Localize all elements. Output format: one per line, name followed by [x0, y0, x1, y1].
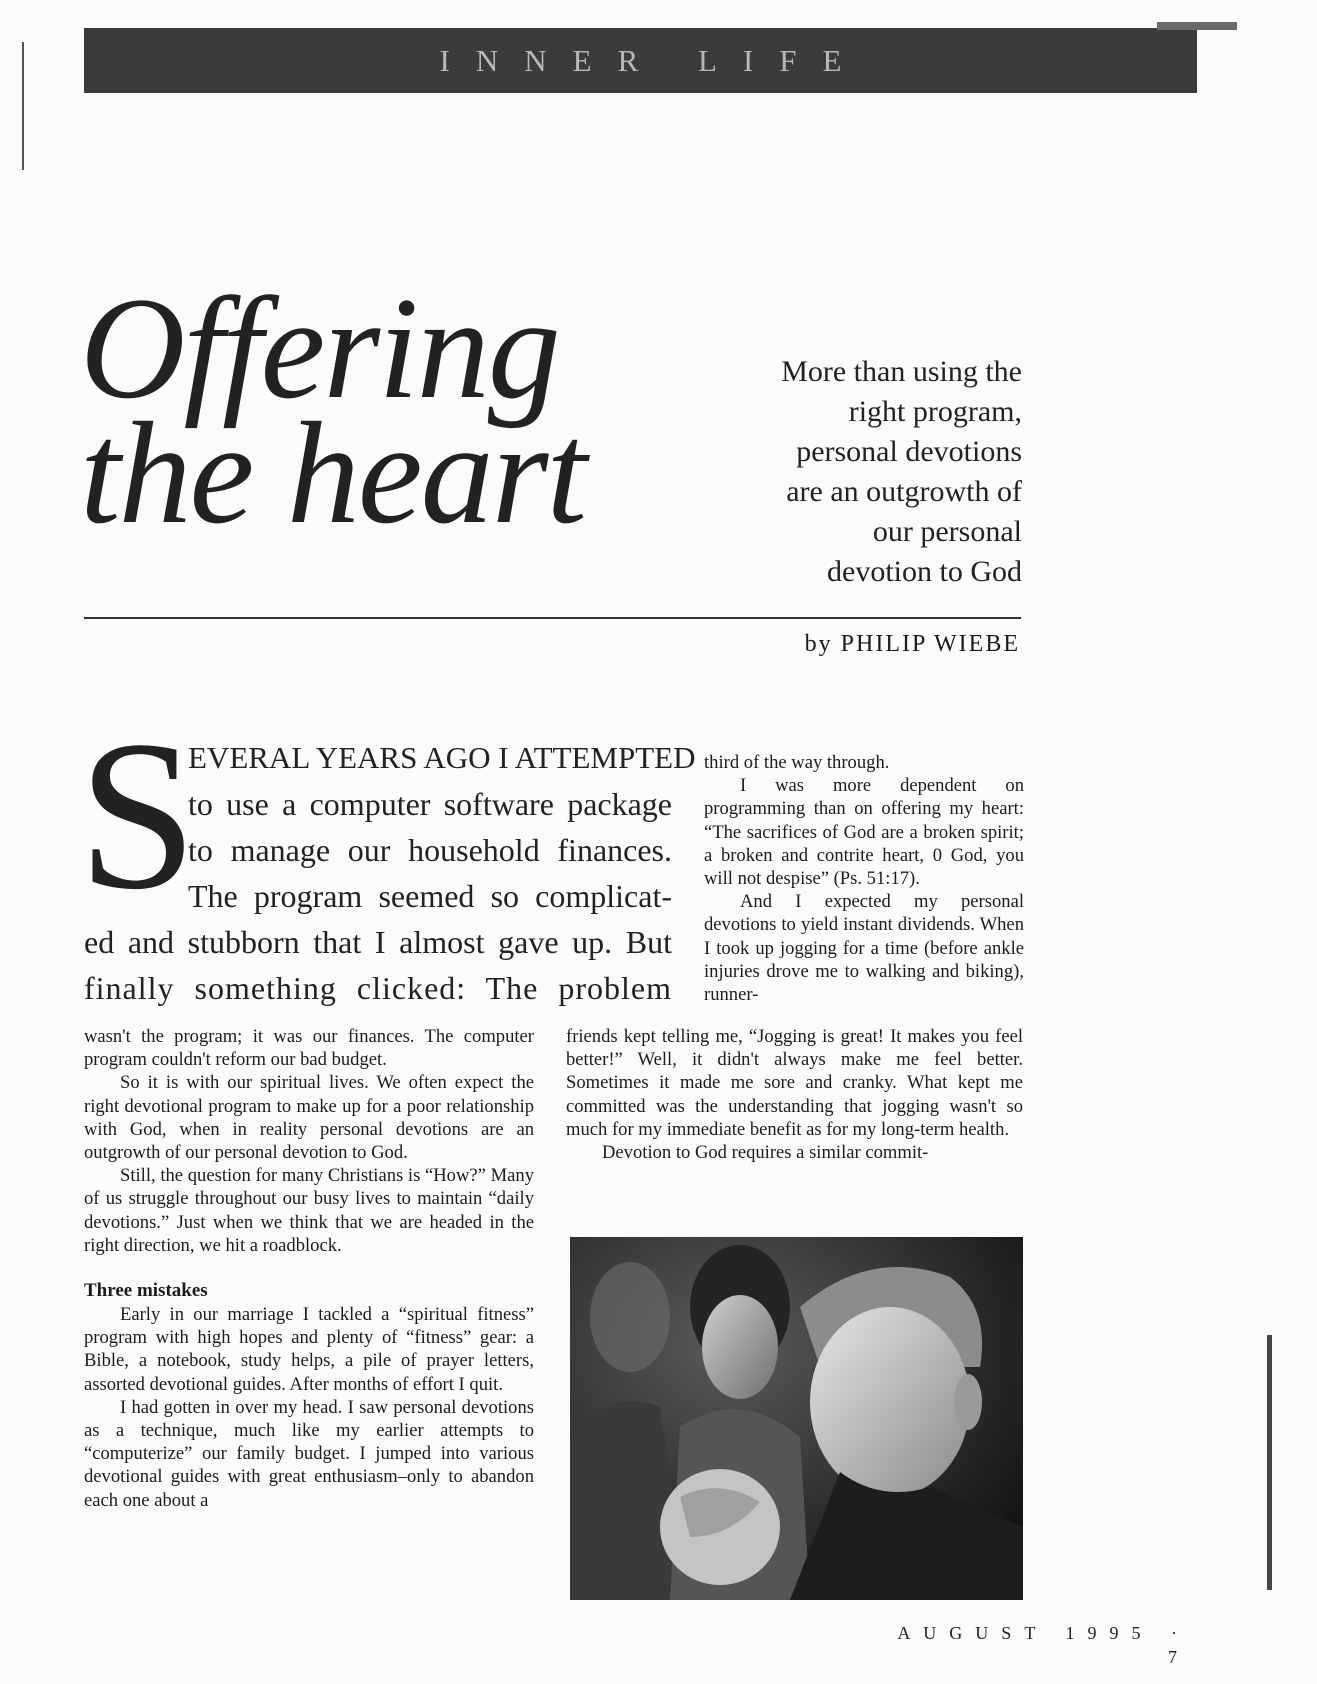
body-paragraph: Devotion to God requires a similar commit- [602, 1142, 929, 1164]
body-paragraph: So it is with our spiritual lives. We often expect the right devotional program to make up for a poor relationship with God, when in reality personal devotions are an outgrowth of our personal devotion to God. [84, 1072, 534, 1164]
body-paragraph: I had gotten in over my head. I saw personal devotions as a technique, much like my earlier attempts to “computerize” our family budget. I jumped into various devotional guides with great enthusiasm–only to abandon each one about a [84, 1396, 534, 1511]
body-paragraph: And I expected my personal devotions to yield instant dividends. When I took up jogging for a time (before ankle injuries drove me to walking and biking), runner- [704, 891, 1024, 1006]
page-edge-shadow [22, 42, 24, 170]
byline-divider [84, 617, 1021, 619]
right-column-bottom [566, 1025, 1023, 1164]
left-column [84, 1025, 534, 1512]
headline-line-1: Offering [80, 267, 559, 429]
page-edge-shadow-right [1267, 1335, 1272, 1590]
lead-line: to use a computer software package [188, 786, 672, 822]
issue-date: AUGUST 1995 [897, 1623, 1154, 1643]
lead-line: The program seemed so complicat- [188, 878, 672, 914]
body-paragraph: third of the way through. [704, 752, 890, 773]
drop-cap: S [78, 697, 198, 934]
deck-line: More than using the [781, 355, 1022, 388]
deck-line: are an outgrowth of [786, 475, 1022, 508]
deck-line: right program, [848, 395, 1022, 428]
deck-line: personal devotions [796, 435, 1022, 468]
body-paragraph: friends kept telling me, “Jogging is great! It makes you feel better!” Well, it didn't always make me feel better. Sometimes it made me sore and cranky. What kept me committed was the understanding that jogging wasn't so much for my immediate benefit as for my long-term health. [566, 1026, 1023, 1140]
lead-line: ed and stubborn that I almost gave up. But [84, 924, 672, 960]
right-column-top [704, 751, 1024, 1006]
body-paragraph: wasn't the program; it was our finances. The computer program couldn't reform our bad budget. [84, 1026, 534, 1071]
article-photo [570, 1237, 1023, 1600]
body-paragraph: Still, the question for many Christians is “How?” Many of us struggle throughout our busy lives to maintain “daily devotions.” Just when we think that we are headed in the right direction, we hit a roadblock. [84, 1165, 534, 1256]
deck-line: our personal [872, 515, 1022, 548]
page-number: 7 [1168, 1647, 1190, 1667]
body-paragraph: I was more dependent on programming than on offering my heart: “The sacrifices of God are a broken spirit; a broken and contrite heart, 0 God, you will not despise” (Ps. 51:17). [704, 775, 1024, 890]
deck-line: devotion to God [827, 555, 1022, 588]
section-kicker: INNER LIFE [439, 42, 868, 78]
page-footer [860, 1621, 1190, 1669]
headline-line-2: the heart [80, 392, 586, 554]
section-header-bar [84, 28, 1197, 93]
lead-line: finally something clicked: The problem [84, 970, 672, 1006]
body-paragraph: Early in our marriage I tackled a “spiritual fitness” program with high hopes and plenty of “fitness” gear: a Bible, a notebook, study helps, a pile of prayer letters, assorted devotional guides. After months of effort I quit. [84, 1304, 534, 1395]
article-deck [700, 352, 1022, 592]
article-headline [80, 267, 700, 554]
section-subhead: Three mistakes [84, 1280, 208, 1302]
footer-separator: · [1171, 1623, 1190, 1643]
author-byline: by PHILIP WIEBE [804, 631, 1020, 657]
photo-illustration [570, 1237, 1023, 1600]
lead-line: to manage our household finances. [188, 832, 672, 868]
lead-line: EVERAL YEARS AGO I ATTEMPTED [188, 740, 696, 775]
